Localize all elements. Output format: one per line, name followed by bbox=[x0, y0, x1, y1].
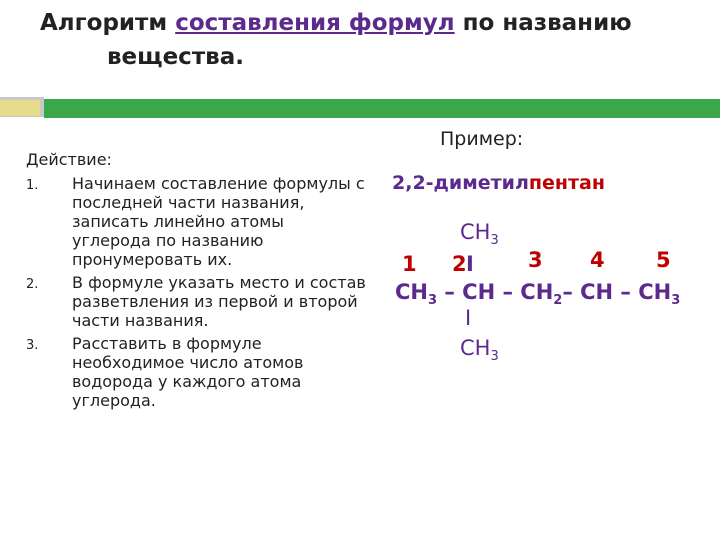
step-text: В формуле указать место и состав разветвления из первой и второй части названия. bbox=[72, 273, 366, 330]
title-part1: Алгоритм bbox=[40, 10, 176, 36]
lower-bond: I bbox=[465, 306, 472, 330]
chain-part: – CH – CH bbox=[437, 280, 554, 304]
chain-sub: 2 bbox=[553, 293, 563, 309]
carbon-number: 5 bbox=[656, 248, 671, 272]
carbon-number: 1 bbox=[402, 252, 417, 276]
top-branch-text: CH bbox=[460, 220, 491, 244]
chain-sub: 3 bbox=[671, 293, 681, 309]
upper-bond: I bbox=[466, 252, 474, 276]
bottom-branch-sub: 3 bbox=[490, 349, 499, 365]
bottom-branch-formula bbox=[460, 336, 499, 364]
top-branch-formula bbox=[460, 220, 499, 248]
decor-yellow-block bbox=[0, 100, 40, 116]
title-part2: по названию bbox=[454, 10, 632, 36]
carbon-number: 3 bbox=[528, 248, 543, 272]
step-text: Начинаем составление формулы с последней части названия, записать линейно атомы углерода по названию пронумеровать их. bbox=[72, 174, 365, 269]
step-number: 2. bbox=[26, 277, 39, 292]
action-list bbox=[26, 150, 366, 414]
step-item bbox=[26, 273, 366, 330]
example-panel bbox=[380, 0, 720, 540]
top-branch-sub: 3 bbox=[490, 233, 499, 249]
chain-part: CH bbox=[395, 280, 428, 304]
title-underlined: составления формул bbox=[175, 10, 455, 36]
step-number: 1. bbox=[26, 178, 39, 193]
step-text: Расставить в формуле необходимое число атомов водорода у каждого атома углерода. bbox=[72, 334, 304, 410]
compound-root: пентан bbox=[528, 172, 605, 194]
carbon-number: 2 bbox=[452, 252, 467, 276]
compound-prefix: 2,2-диметил bbox=[392, 172, 529, 194]
chain-sub: 3 bbox=[428, 293, 438, 309]
step-item bbox=[26, 334, 366, 410]
step-number: 3. bbox=[26, 338, 39, 353]
chain-part: – CH – CH bbox=[562, 280, 672, 304]
main-chain-formula bbox=[395, 280, 680, 308]
bottom-branch-text: CH bbox=[460, 336, 491, 360]
carbon-number: 4 bbox=[590, 248, 605, 272]
title-line2: вещества. bbox=[107, 44, 244, 70]
compound-name bbox=[392, 172, 605, 194]
example-label: Пример: bbox=[440, 128, 524, 150]
step-item bbox=[26, 174, 366, 269]
action-heading: Действие: bbox=[26, 150, 112, 169]
